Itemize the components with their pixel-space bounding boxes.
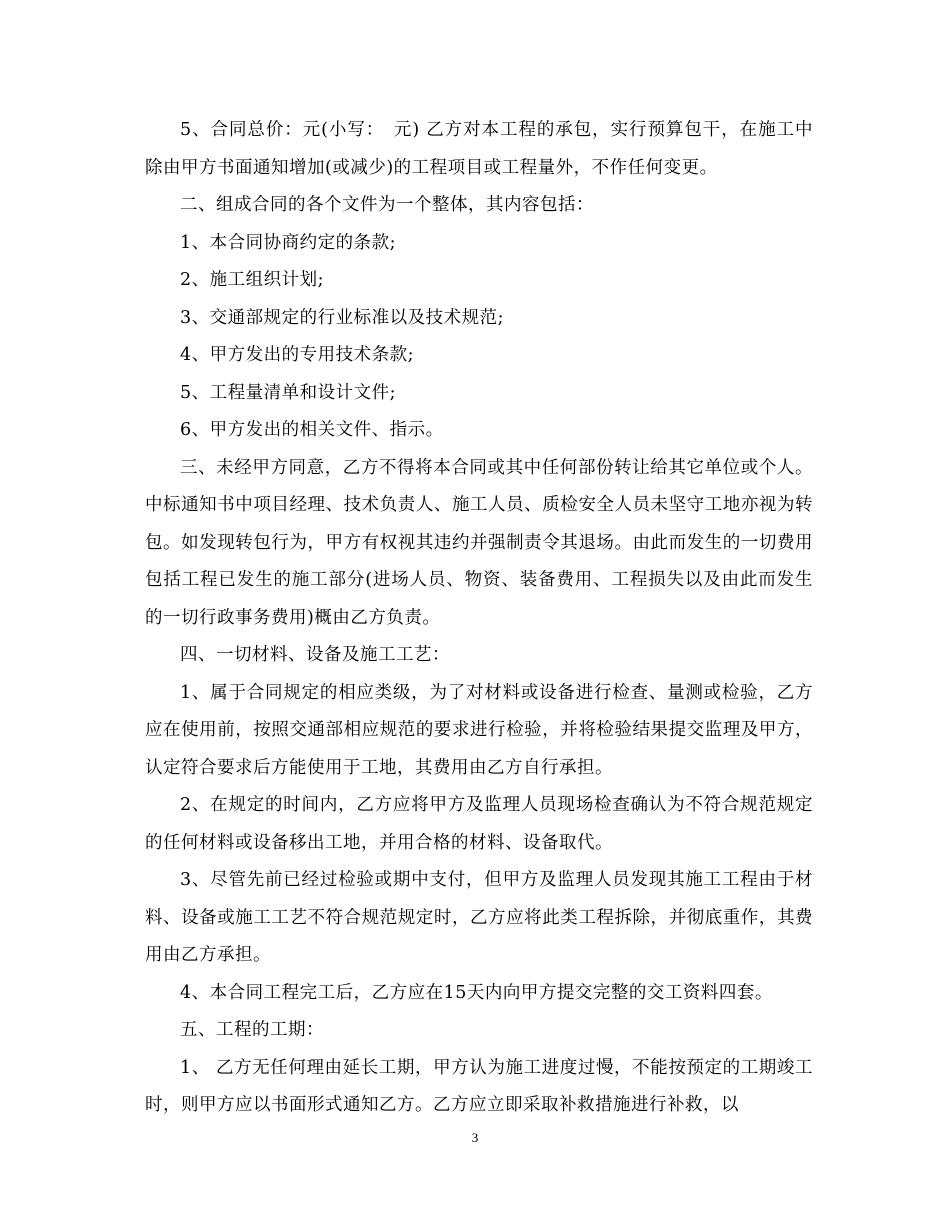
paragraph-item-2-plan: 2、施工组织计划; bbox=[180, 270, 325, 290]
paragraph-materials-inspection: 1、属于合同规定的相应类级，为了对材料或设备进行检查、量测或检验，乙方应在使用前，按照交通部相应规范的要求进行检验，并将检验结果提交监理及甲方，认定符合要求后方能使用于工地，其费用由乙方自行承担。 bbox=[145, 682, 813, 778]
paragraph-item-3-standards: 3、交通部规定的行业标准以及技术规范; bbox=[180, 307, 505, 328]
paragraph-handover-documents: 4、本合同工程完工后，乙方应在15天内向甲方提交完整的交工资料四套。 bbox=[180, 982, 773, 1003]
paragraph-section-2-heading: 二、组成合同的各个文件为一个整体，其内容包括： bbox=[180, 195, 594, 215]
paragraph-item-4-technical-terms: 4、甲方发出的专用技术条款; bbox=[180, 345, 415, 365]
paragraph-rework: 3、尽管先前已经过检验或期中支付，但甲方及监理人员发现其施工工程由于材料、设备或施工工艺不符合规范规定时，乙方应将此类工程拆除，并彻底重作，其费用由乙方承担。 bbox=[145, 870, 813, 965]
paragraph-section-4-heading: 四、一切材料、设备及施工工艺： bbox=[180, 645, 450, 665]
paragraph-materials-removal: 2、在规定的时间内，乙方应将甲方及监理人员现场检查确认为不符合规范规定的任何材料或设备移出工地，并用合格的材料、设备取代。 bbox=[145, 795, 813, 853]
paragraph-item-5-quantities: 5、工程量清单和设计文件; bbox=[180, 382, 397, 403]
document-body bbox=[145, 112, 813, 1125]
page-number: 3 bbox=[471, 1130, 479, 1145]
paragraph-item-1-terms: 1、本合同协商约定的条款; bbox=[180, 232, 397, 253]
paragraph-section-3-subcontracting: 三、未经甲方同意，乙方不得将本合同或其中任何部份转让给其它单位或个人。中标通知书中项目经理、技术负责人、施工人员、质检安全人员未坚守工地亦视为转包。如发现转包行为，甲方有权视其违约并强制责令其退场。由此而发生的一切费用包括工程已发生的施工部分(进场人员、物资、装备费用、工程损失以及由此而发生的一切行政事务费用)概由乙方负责。 bbox=[145, 457, 813, 628]
paragraph-section-5-heading: 五、工程的工期： bbox=[180, 1020, 324, 1040]
paragraph-schedule-delay: 1、 乙方无任何理由延长工期，甲方认为施工进度过慢，不能按预定的工期竣工时，则甲方应以书面形式通知乙方。乙方应立即采取补救措施进行补救，以 bbox=[145, 1057, 813, 1115]
paragraph-item-6-instructions: 6、甲方发出的相关文件、指示。 bbox=[180, 420, 444, 440]
paragraph-contract-total-price: 5、合同总价：元(小写： 元) 乙方对本工程的承包，实行预算包干，在施工中除由甲方书面通知增加(或减少)的工程项目或工程量外，不作任何变更。 bbox=[145, 120, 813, 178]
